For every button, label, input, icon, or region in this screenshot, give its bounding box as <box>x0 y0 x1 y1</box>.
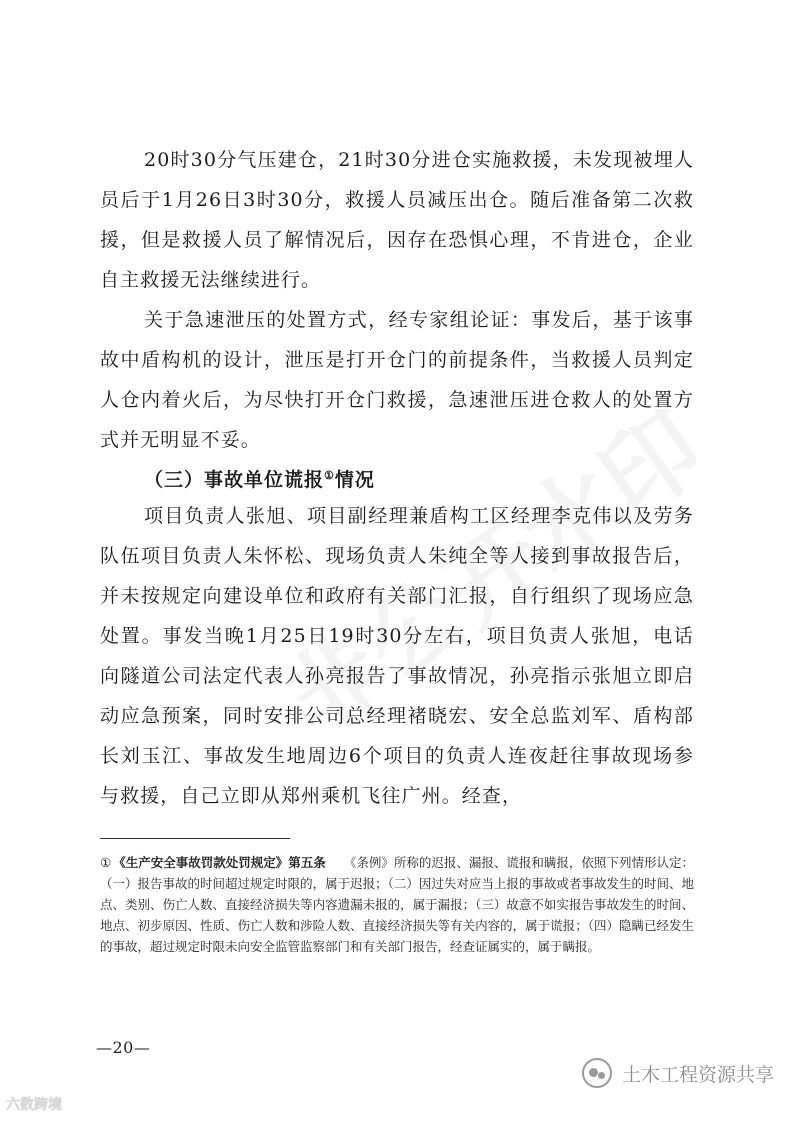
heading-text: （三）事故单位谎报 <box>144 469 325 491</box>
section-heading <box>144 456 375 500</box>
paragraph-rescue: 20时30分气压建仓，21时30分进仓实施救援，未发现被埋人员后于1月26日3时30分，救援人员减压出仓。随后准备第二次救援，但是救援人员了解情况后，因存在恐惧心理，不肯进仓，企业自主救援无法继续进行。 <box>100 149 694 291</box>
footnote-divider <box>100 838 290 839</box>
brand-badge <box>582 1056 774 1090</box>
footnote-number: ① <box>100 855 112 870</box>
footnote <box>100 852 694 957</box>
heading-suffix: 情况 <box>334 469 375 491</box>
paragraph-depressurization: 关于急速泄压的处置方式，经专家组论证：事发后，基于该事故中盾构机的设计，泄压是打开仓门的前提条件，当救援人员判定人仓内着火后，为尽快打开仓门救援，急速泄压进仓救人的处置方式并无明显不妥。 <box>100 309 694 451</box>
footnote-ref[interactable]: ① <box>324 469 335 482</box>
brand-name: 土木工程资源共享 <box>622 1063 775 1086</box>
wechat-icon <box>582 1058 612 1088</box>
footnote-body: 《条例》所称的迟报、漏报、谎报和瞒报，依照下列情形认定：（一）报告事故的时间超过规定时限的，属于迟报；（二）因过失对应当上报的事故或者事故发生的时间、地点、类别、伤亡人数、直接经济损失等内容遗漏未报的，属于漏报；（三）故意不如实报告事故发生的时间、地点、初步原因、性质、伤亡人数和涉险人数、直接经济损失等有关内容的，属于谎报；（四）隐瞒已经发生的事故，超过规定时限未向安全监管监察部门和有关部门报告，经查证属实的，属于瞒报。 <box>100 855 694 954</box>
corner-watermark: 六数跨境 <box>6 1097 62 1113</box>
page-number: —20— <box>96 1038 151 1057</box>
paragraph-false-report: 项目负责人张旭、项目副经理兼盾构工区经理李克伟以及劳务队伍项目负责人朱怀松、现场负责人朱纯全等人接到事故报告后，并未按规定向建设单位和政府有关部门汇报，自行组织了现场应急处置。事发当晚1月25日19时30分左右，项目负责人张旭，电话向隧道公司法定代表人孙亮报告了事故情况，孙亮指示张旭立即启动应急预案，同时安排公司总经理褚晓宏、安全总监刘军、盾构部长刘玉江、事故发生地周边6个项目的负责人连夜赶往事故现场参与救援，自己立即从郑州乘机飞往广州。经查， <box>100 505 694 807</box>
footnote-title: 《生产安全事故罚款处罚规定》第五条 <box>113 855 326 870</box>
